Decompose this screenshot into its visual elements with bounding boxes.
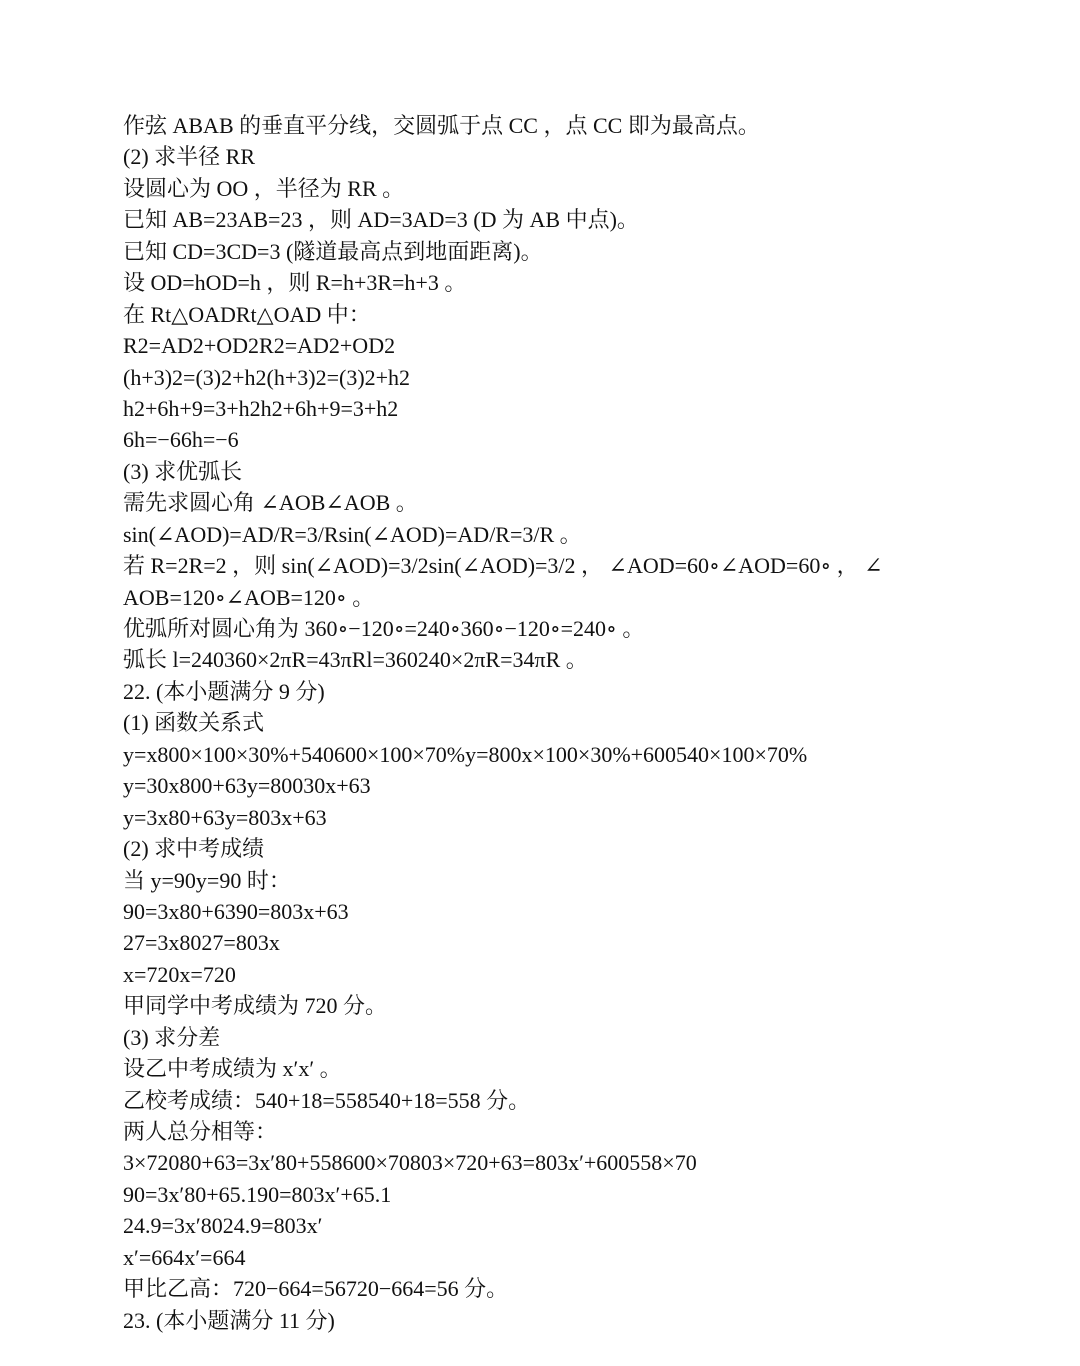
equation-line: 3×72080+63=3x′80+558600×70803×720+63=803x′+600558×70 (123, 1150, 697, 1176)
question-heading: 22. (本小题满分 9 分) (123, 678, 325, 704)
equation-line: y=x800×100×30%+540600×100×70%y=800x×100×30%+600540×100×70% (123, 741, 808, 767)
text-line: 已知 CD=3CD=3 (隧道最高点到地面距离)。 (123, 238, 543, 264)
text-line: 若 R=2R=2 ，则 sin⁡(∠AOD)=3/2sin(∠AOD)=3/2 ， ∠AOD=60∘∠AOD=60∘ ， ∠ (123, 553, 883, 579)
equation-line: 90=3x′80+65.190=803x′+65.1 (123, 1181, 392, 1207)
question-heading: 23. (本小题满分 11 分) (123, 1307, 335, 1333)
text-line: 甲同学中考成绩为 720 分。 (123, 993, 388, 1019)
equation-line: sin⁡(∠AOD)=AD/R=3/Rsin(∠AOD)=AD/R=3/R 。 (123, 521, 582, 547)
equation-line: y=30x800+63y=80030x+63 (123, 773, 371, 799)
section-heading: (3) 求优弧长 (123, 458, 243, 484)
equation-line: y=3x80+63y=803x+63 (123, 804, 327, 830)
equation-line: 6h=−66h=−6 (123, 427, 239, 453)
section-heading: (2) 求半径 RR (123, 144, 256, 170)
section-heading: (3) 求分差 (123, 1024, 221, 1050)
equation-line: x′=664x′=664 (123, 1244, 246, 1270)
section-heading: (1) 函数关系式 (123, 710, 265, 736)
equation-line: 27=3x8027=803x (123, 930, 280, 956)
equation-line: 90=3x80+6390=803x+63 (123, 898, 349, 924)
text-line: 甲比乙高：720−664=56720−664=56 分。 (123, 1276, 509, 1302)
equation-line: (h+3)2=(3)2+h2(h+3)2=(3)2+h2 (123, 364, 411, 390)
solution-text (123, 110, 1023, 1336)
text-line: AOB=120∘∠AOB=120∘ 。 (123, 584, 375, 610)
text-line: 在 Rt△OADRt△OAD 中： (123, 301, 371, 327)
section-heading: (2) 求中考成绩 (123, 836, 265, 862)
equation-line: R2=AD2+OD2R2=AD2+OD2 (123, 333, 396, 359)
text-line: 设 OD=hOD=h ，则 R=h+3R=h+3 。 (123, 270, 467, 296)
text-line: 乙校考成绩：540+18=558540+18=558 分。 (123, 1087, 531, 1113)
text-line: 需先求圆心角 ∠AOB∠AOB 。 (123, 490, 418, 516)
text-line: 弧长 l=240360×2πR=43πRl=360240×2πR=34πR 。 (123, 647, 588, 673)
text-line: 作弦 ABAB 的垂直平分线，交圆弧于点 CC ，点 CC 即为最高点。 (123, 113, 760, 138)
equation-line: h2+6h+9=3+h2h2+6h+9=3+h2 (123, 395, 399, 421)
text-line: 设圆心为 OO ，半径为 RR 。 (123, 175, 405, 201)
text-line: 两人总分相等： (123, 1119, 278, 1144)
text-line: 优弧所对圆心角为 360∘−120∘=240∘360∘−120∘=240∘ 。 (123, 616, 645, 641)
equation-line: 24.9=3x′8024.9=803x′ (123, 1213, 323, 1239)
equation-line: x=720x=720 (123, 961, 236, 987)
text-line: 当 y=90y=90 时： (123, 867, 291, 893)
text-line: 已知 AB=23AB=23 ，则 AD=3AD=3 (D 为 AB 中点)。 (123, 207, 639, 233)
text-line: 设乙中考成绩为 x′x′ 。 (123, 1056, 342, 1082)
